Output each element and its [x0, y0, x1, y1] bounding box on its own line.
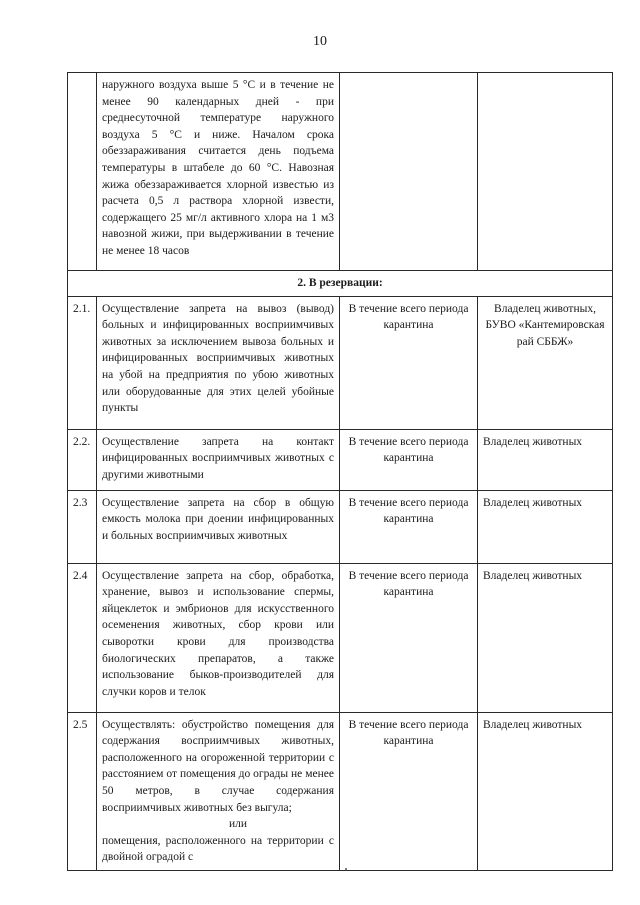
measure-text: Осуществление запрета на сбор, обработка, хранение, вывоз и использование спермы, яйцеклеток и эмбрионов для искусственного осеменения животных, сбор крови или сыворотки крови для производства биологических препаратов, а также использование быков-производителей для случки коров и телок [97, 563, 340, 712]
measure-text: Осуществление запрета на контакт инфицированных восприимчивых животных с другими животными [97, 429, 340, 490]
responsible-text: Владелец животных [478, 490, 613, 563]
measure-text: Осуществление запрета на вывоз (вывод) больных и инфицированных восприимчивых животных за исключением вывоза больных и инфицированных восприимчивых животных на убой на предприятия по убою животных или оборудованные для этих целей убойные пункты [97, 296, 340, 429]
row-number: 2.5 [68, 712, 97, 870]
row-number: 2.2. [68, 429, 97, 490]
table-row [68, 296, 613, 429]
term-text: В течение всего периода карантина [340, 563, 478, 712]
responsible-text: Владелец животных [478, 712, 613, 870]
table-row [68, 429, 613, 490]
term-text: В течение всего периода карантина [340, 429, 478, 490]
row-number: 2.1. [68, 296, 97, 429]
responsible-text: Владелец животных [478, 563, 613, 712]
table-row [68, 490, 613, 563]
responsible-text: Владелец животных [478, 429, 613, 490]
section-row [68, 271, 613, 297]
responsible-cell [478, 73, 613, 271]
table-row [68, 73, 613, 271]
table-row [68, 563, 613, 712]
scan-speck [345, 868, 347, 870]
measure-text: Осуществлять: обустройство помещения для содержания восприимчивых животных, расположенного на огороженной территории с расстоянием от помещения до ограды не менее 50 метров, в случае содержания восприимчивых животных без выгула; [102, 718, 334, 814]
term-text: В течение всего периода карантина [340, 712, 478, 870]
continuation-text: наружного воздуха выше 5 °С и в течение не менее 90 календарных дней - при среднесуточной температуре наружного воздуха 5 °С и ниже. Началом срока обеззараживания считается день подъема температуры в штабеле до 60 °С. Навозная жижа обеззараживается хлорной известью из расчета 0,5 л раствора хлорной извести, содержащего 25 мг/л активного хлора на 1 м3 навозной жижи, при выдерживании в течение не менее 18 часов [102, 79, 334, 257]
measure-cell [97, 712, 340, 870]
page-number: 10 [313, 34, 327, 49]
measure-text: Осуществление запрета на сбор в общую емкость молока при доении инфицированных и больных восприимчивых животных [97, 490, 340, 563]
measures-table [67, 72, 613, 871]
term-text: В течение всего периода карантина [340, 296, 478, 429]
section-title: 2. В резервации: [68, 271, 613, 297]
table-row [68, 712, 613, 870]
responsible-text: Владелец животных, БУВО «Кантемировская рай СББЖ» [478, 296, 613, 429]
measure-cell [97, 73, 340, 271]
term-cell [340, 73, 478, 271]
row-number-cell [68, 73, 97, 271]
row-number: 2.4 [68, 563, 97, 712]
measure-tail-text: помещения, расположенного на территории с двойной оградой с [102, 834, 334, 864]
row-number: 2.3 [68, 490, 97, 563]
measure-or-text: или [228, 818, 248, 831]
term-text: В течение всего периода карантина [340, 490, 478, 563]
